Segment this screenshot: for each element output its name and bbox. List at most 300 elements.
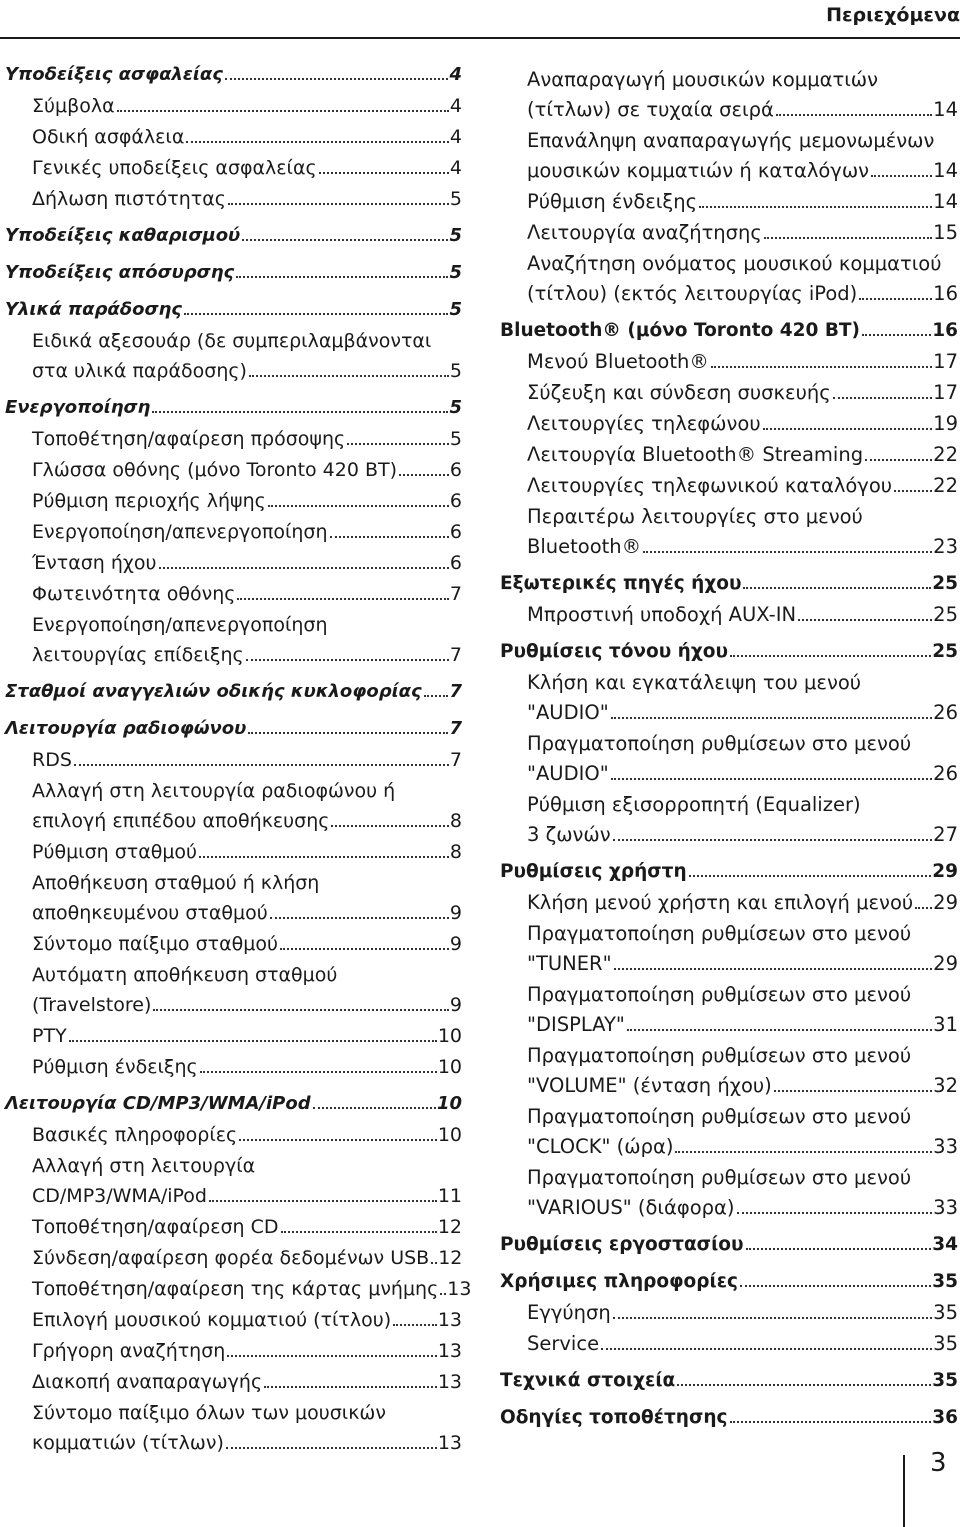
toc-dot-leader	[699, 206, 932, 208]
toc-entry-row	[527, 1300, 958, 1326]
toc-entry-title: Λειτουργίες τηλεφώνου	[527, 412, 761, 435]
toc-entry-title-line: Πραγματοποίηση ρυθμίσεων στο μενού	[527, 732, 912, 755]
toc-subsection-entry	[5, 457, 462, 483]
toc-entry-row	[500, 1269, 958, 1295]
toc-dot-leader	[69, 1040, 437, 1042]
toc-subsection-entry	[500, 411, 958, 437]
toc-page-number: 10	[437, 1124, 462, 1146]
toc-page-number: 26	[933, 762, 958, 785]
toc-entry-title: Λειτουργίες τηλεφωνικού καταλόγου	[527, 474, 893, 497]
toc-entry-row	[32, 1183, 462, 1209]
toc-subsection-entry	[5, 581, 462, 607]
toc-page-number: 5	[449, 360, 462, 382]
toc-section-entry	[500, 1368, 958, 1394]
toc-entry-row	[527, 411, 958, 437]
toc-entry-row	[32, 808, 462, 834]
toc-page-number: 4	[449, 157, 462, 179]
toc-page-number: 35	[932, 1271, 958, 1292]
toc-entry-title: "CLOCK" (ώρα)	[527, 1135, 674, 1158]
toc-subsection-entry	[5, 962, 462, 1018]
toc-entry-title: Επιλογή μουσικού κομματιού (τίτλου)	[32, 1309, 392, 1331]
toc-subsection-entry	[5, 328, 462, 384]
toc-section-entry	[500, 1232, 958, 1258]
toc-entry-row	[32, 358, 462, 384]
toc-page-number: 7	[449, 749, 462, 771]
toc-dot-leader	[865, 459, 932, 461]
toc-entry-row	[527, 1012, 958, 1038]
toc-entry-row	[32, 550, 462, 576]
toc-entry-row	[32, 457, 462, 483]
toc-dot-leader	[743, 587, 931, 589]
toc-dot-leader	[833, 397, 933, 399]
toc-dot-leader	[431, 1262, 437, 1264]
toc-dot-leader	[280, 948, 449, 950]
toc-page-number: 11	[437, 1185, 462, 1207]
toc-page-number: 13	[437, 1340, 462, 1362]
toc-entry-row	[32, 1214, 462, 1240]
toc-dot-leader	[740, 1285, 931, 1287]
toc-subsection-entry	[500, 670, 958, 726]
toc-entry-title: Ρυθμίσεις εργοστασίου	[500, 1234, 744, 1255]
toc-entry-title: λειτουργίας επίδειξης	[32, 644, 244, 666]
toc-dot-leader	[313, 1107, 436, 1109]
toc-subsection-entry	[500, 1043, 958, 1099]
toc-entry-title: Υποδείξεις καθαρισμού	[5, 225, 241, 246]
toc-section-entry	[500, 318, 958, 344]
toc-entry-title: Υλικά παράδοσης	[5, 299, 182, 320]
toc-entry-title: αποθηκευμένου σταθμού	[32, 902, 268, 924]
toc-page-number: 13	[437, 1371, 462, 1393]
toc-subsection-entry	[500, 128, 958, 184]
toc-page-number: 7	[449, 681, 462, 702]
toc-entry-title: "DISPLAY"	[527, 1013, 625, 1036]
toc-entry-row	[527, 473, 958, 499]
toc-page-number: 29	[932, 861, 958, 882]
toc-subsection-entry	[5, 426, 462, 452]
toc-entry-title: Δήλωση πιστότητας	[32, 188, 226, 210]
toc-entry-row	[32, 747, 462, 773]
toc-page-number: 34	[932, 1234, 958, 1255]
toc-entry-title: Φωτεινότητα οθόνης	[32, 583, 236, 605]
toc-entry-row	[32, 186, 462, 212]
toc-entry-title: Ρυθμίσεις χρήστη	[500, 861, 687, 882]
toc-entry-title: Λειτουργία αναζήτησης	[527, 221, 762, 244]
toc-entry-row	[32, 931, 462, 957]
toc-entry-title: μουσικών κομματιών ή καταλόγων	[527, 159, 870, 182]
toc-subsection-entry	[5, 550, 462, 576]
toc-section-entry	[500, 859, 958, 885]
toc-dot-leader	[424, 695, 449, 697]
toc-subsection-entry	[500, 67, 958, 123]
toc-page-number: 22	[933, 474, 958, 497]
toc-page-number: 4	[449, 126, 462, 148]
toc-dot-leader	[281, 1231, 437, 1233]
toc-dot-leader	[200, 1071, 437, 1073]
toc-subsection-entry	[5, 870, 462, 926]
toc-page-number: 6	[449, 490, 462, 512]
toc-entry-row	[32, 1338, 462, 1364]
toc-page-number: 13	[447, 1278, 472, 1300]
toc-entry-title: Εξωτερικές πηγές ήχου	[500, 573, 742, 594]
toc-dot-leader	[613, 839, 933, 841]
toc-right-column	[500, 62, 958, 1431]
toc-entry-row	[32, 155, 462, 181]
toc-dot-leader	[239, 1139, 437, 1141]
toc-page-number: 5	[449, 428, 462, 450]
toc-entry-title: Υποδείξεις ασφαλείας	[5, 64, 223, 85]
toc-subsection-entry	[5, 839, 462, 865]
toc-subsection-entry	[5, 1054, 462, 1080]
toc-entry-title: Υποδείξεις απόσυρσης	[5, 262, 235, 283]
footer-divider	[903, 1455, 905, 1527]
toc-entry-title: Σύζευξη και σύνδεση συσκευής	[527, 381, 831, 404]
toc-page-number: 19	[933, 412, 958, 435]
toc-page-number: 12	[438, 1247, 463, 1269]
toc-page-number: 25	[932, 641, 958, 662]
toc-subsection-entry	[500, 380, 958, 406]
toc-page-number: 36	[932, 1407, 958, 1428]
toc-entry-row	[527, 97, 958, 123]
toc-entry-title: Γλώσσα οθόνης (μόνο Toronto 420 BT)	[32, 459, 398, 481]
toc-entry-title-line: Πραγματοποίηση ρυθμίσεων στο μενού	[527, 1044, 912, 1067]
toc-page-number: 29	[933, 891, 958, 914]
toc-dot-leader	[153, 1009, 449, 1011]
toc-entry-title-line: Πραγματοποίηση ρυθμίσεων στο μενού	[527, 1105, 912, 1128]
toc-page-number: 27	[933, 823, 958, 846]
toc-dot-leader	[268, 505, 449, 507]
toc-entry-row	[32, 900, 462, 926]
toc-subsection-entry	[500, 1165, 958, 1221]
toc-subsection-entry	[500, 890, 958, 916]
toc-dot-leader	[730, 655, 931, 657]
toc-dot-leader	[440, 1293, 446, 1295]
toc-section-entry	[5, 62, 462, 88]
toc-dot-leader	[249, 375, 449, 377]
toc-entry-title: PTY	[32, 1025, 67, 1047]
toc-entry-row	[527, 761, 958, 787]
toc-left-column	[5, 62, 472, 1456]
toc-entry-title: Ενεργοποίηση	[5, 397, 151, 418]
toc-subsection-entry	[5, 1214, 462, 1240]
toc-dot-leader	[319, 172, 449, 174]
toc-page-number: 15	[933, 221, 958, 244]
toc-page-number: 7	[449, 583, 462, 605]
toc-dot-leader	[627, 1029, 932, 1031]
toc-entry-title: Σύμβολα	[32, 95, 115, 117]
toc-subsection-entry	[500, 504, 958, 560]
toc-section-entry	[500, 1269, 958, 1295]
toc-entry-title: Εγγύηση	[527, 1301, 611, 1324]
toc-section-entry	[5, 716, 462, 742]
toc-entry-title: Bluetooth®	[527, 535, 642, 558]
toc-entry-row	[527, 442, 958, 468]
toc-page-number: 6	[449, 459, 462, 481]
toc-dot-leader	[74, 764, 449, 766]
toc-page-number: 7	[449, 644, 462, 666]
toc-entry-row	[5, 395, 462, 421]
toc-page-number: 14	[933, 98, 958, 121]
toc-entry-title: Τοποθέτηση/αφαίρεση της κάρτας μνήμης	[32, 1278, 439, 1300]
toc-page-number: 10	[436, 1093, 462, 1114]
toc-subsection-entry	[500, 602, 958, 628]
toc-dot-leader	[763, 428, 933, 430]
toc-entry-title-line: Ενεργοποίηση/απενεργοποίηση	[32, 614, 328, 636]
toc-entry-row	[32, 1023, 462, 1049]
toc-entry-row	[500, 639, 958, 665]
toc-dot-leader	[152, 411, 448, 413]
toc-entry-row	[500, 318, 958, 344]
toc-entry-row	[5, 297, 462, 323]
toc-dot-leader	[871, 175, 932, 177]
toc-page-number: 7	[449, 718, 462, 739]
toc-subsection-entry	[5, 1307, 462, 1333]
toc-subsection-entry	[500, 220, 958, 246]
toc-dot-leader	[270, 917, 449, 919]
toc-entry-title-line: Αλλαγή στη λειτουργία ραδιοφώνου ή	[32, 780, 396, 802]
toc-entry-title: (τίτλων) σε τυχαία σειρά	[527, 98, 774, 121]
toc-page-number: 25	[932, 573, 958, 594]
toc-entry-row	[32, 1245, 462, 1271]
toc-dot-leader	[643, 551, 932, 553]
toc-dot-leader	[894, 490, 932, 492]
toc-page-number: 33	[933, 1135, 958, 1158]
toc-page-number: 10	[437, 1025, 462, 1047]
toc-entry-title: (τίτλου) (εκτός λειτουργίας iPod)	[527, 282, 858, 305]
toc-page-number: 35	[933, 1332, 958, 1355]
toc-entry-row	[32, 581, 462, 607]
toc-dot-leader	[347, 443, 449, 445]
toc-subsection-entry	[5, 1122, 462, 1148]
toc-entry-title: Ενεργοποίηση/απενεργοποίηση	[32, 521, 328, 543]
toc-dot-leader	[199, 856, 449, 858]
toc-entry-row	[527, 1073, 958, 1099]
toc-page-number: 5	[449, 262, 462, 283]
toc-section-entry	[5, 297, 462, 323]
toc-entry-row	[527, 1134, 958, 1160]
toc-dot-leader	[330, 536, 449, 538]
toc-dot-leader	[399, 474, 449, 476]
toc-entry-row	[527, 951, 958, 977]
toc-dot-leader	[711, 366, 932, 368]
toc-page-number: 8	[449, 841, 462, 863]
toc-dot-leader	[248, 732, 448, 734]
toc-section-entry	[5, 1091, 462, 1117]
toc-subsection-entry	[5, 747, 462, 773]
toc-dot-leader	[730, 1421, 932, 1423]
toc-page-number: 25	[933, 603, 958, 626]
toc-entry-title: Τοποθέτηση/αφαίρεση CD	[32, 1216, 279, 1238]
toc-entry-row	[32, 642, 462, 668]
toc-entry-title: Τοποθέτηση/αφαίρεση πρόσοψης	[32, 428, 346, 450]
toc-entry-title: Ρύθμιση ένδειξης	[32, 1056, 198, 1078]
toc-entry-title-line: Πραγματοποίηση ρυθμίσεων στο μενού	[527, 983, 912, 1006]
toc-dot-leader	[264, 1386, 437, 1388]
toc-dot-leader	[737, 1212, 933, 1214]
toc-page-number: 29	[933, 952, 958, 975]
toc-subsection-entry	[5, 1338, 462, 1364]
toc-subsection-entry	[500, 921, 958, 977]
toc-entry-row	[527, 349, 958, 375]
toc-entry-row	[527, 1195, 958, 1221]
toc-subsection-entry	[500, 1331, 958, 1357]
toc-dot-leader	[611, 778, 933, 780]
toc-entry-row	[527, 822, 958, 848]
toc-entry-row	[5, 1091, 462, 1117]
toc-entry-row	[527, 220, 958, 246]
toc-entry-title: Γρήγορη αναζήτηση	[32, 1340, 226, 1362]
toc-page-number: 5	[449, 188, 462, 210]
toc-subsection-entry	[5, 1369, 462, 1395]
toc-dot-leader	[331, 825, 448, 827]
toc-entry-row	[32, 992, 462, 1018]
toc-entry-row	[5, 716, 462, 742]
toc-subsection-entry	[5, 155, 462, 181]
toc-page-number: 9	[449, 902, 462, 924]
toc-entry-row	[32, 1369, 462, 1395]
toc-dot-leader	[611, 717, 933, 719]
toc-dot-leader	[601, 1348, 932, 1350]
toc-entry-title: Διακοπή αναπαραγωγής	[32, 1371, 263, 1393]
toc-dot-leader	[209, 1200, 437, 1202]
toc-subsection-entry	[5, 93, 462, 119]
toc-entry-row	[527, 602, 958, 628]
toc-page-number: 4	[449, 64, 462, 85]
toc-entry-row	[32, 519, 462, 545]
toc-dot-leader	[915, 907, 932, 909]
toc-section-entry	[500, 639, 958, 665]
toc-entry-title: Μπροστινή υποδοχή AUX-IN	[527, 603, 797, 626]
toc-dot-leader	[227, 1355, 437, 1357]
toc-subsection-entry	[5, 1400, 462, 1456]
toc-entry-row	[32, 124, 462, 150]
toc-dot-leader	[675, 1151, 932, 1153]
toc-subsection-entry	[5, 519, 462, 545]
toc-entry-title: κομματιών (τίτλων)	[32, 1432, 224, 1454]
toc-subsection-entry	[5, 186, 462, 212]
toc-page-number: 14	[933, 159, 958, 182]
toc-dot-leader	[776, 114, 932, 116]
toc-dot-leader	[225, 78, 449, 80]
page-header-title: Περιεχόμενα	[826, 4, 960, 26]
toc-dot-leader	[613, 1317, 932, 1319]
toc-dot-leader	[228, 203, 449, 205]
toc-page-number: 13	[437, 1309, 462, 1331]
toc-entry-row	[500, 859, 958, 885]
toc-entry-title: Ρύθμιση σταθμού	[32, 841, 198, 863]
toc-dot-leader	[226, 1447, 437, 1449]
toc-entry-title-line: Αναζήτηση ονόματος μουσικού κομματιού	[527, 252, 942, 275]
toc-page-number: 5	[449, 299, 462, 320]
toc-entry-row	[32, 93, 462, 119]
toc-entry-title: Ρύθμιση περιοχής λήψης	[32, 490, 266, 512]
toc-entry-title: επιλογή επιπέδου αποθήκευσης	[32, 810, 330, 832]
toc-section-entry	[5, 223, 462, 249]
toc-subsection-entry	[500, 349, 958, 375]
toc-dot-leader	[689, 875, 932, 877]
toc-entry-row	[500, 1405, 958, 1431]
toc-page-number: 35	[933, 1301, 958, 1324]
toc-dot-leader	[242, 239, 448, 241]
toc-entry-title: Ένταση ήχου	[32, 552, 157, 574]
toc-entry-title: "VARIOUS" (διάφορα)	[527, 1196, 735, 1219]
toc-entry-row	[32, 1054, 462, 1080]
toc-subsection-entry	[500, 982, 958, 1038]
toc-page-number: 33	[933, 1196, 958, 1219]
toc-subsection-entry	[5, 778, 462, 834]
toc-dot-leader	[677, 1384, 931, 1386]
header-divider	[0, 37, 960, 39]
toc-page-number: 17	[933, 381, 958, 404]
toc-entry-row	[527, 890, 958, 916]
toc-subsection-entry	[500, 731, 958, 787]
toc-entry-title: "AUDIO"	[527, 762, 609, 785]
toc-subsection-entry	[500, 251, 958, 307]
toc-subsection-entry	[5, 124, 462, 150]
toc-entry-title: Ρύθμιση ένδειξης	[527, 190, 698, 213]
toc-entry-title: Μενού Bluetooth®	[527, 350, 709, 373]
toc-subsection-entry	[5, 1153, 462, 1209]
toc-entry-title-line: Επανάληψη αναπαραγωγής μεμονωμένων	[527, 129, 935, 152]
toc-section-entry	[500, 1405, 958, 1431]
toc-dot-leader	[746, 1248, 932, 1250]
toc-subsection-entry	[5, 1023, 462, 1049]
toc-entry-title: Service	[527, 1332, 600, 1355]
toc-page-number: 13	[437, 1432, 462, 1454]
toc-entry-title: Γενικές υποδείξεις ασφαλείας	[32, 157, 317, 179]
toc-entry-title-line: Αυτόματη αποθήκευση σταθμού	[32, 964, 338, 986]
toc-entry-row	[32, 839, 462, 865]
toc-dot-leader	[393, 1324, 437, 1326]
toc-section-entry	[5, 395, 462, 421]
toc-subsection-entry	[5, 931, 462, 957]
toc-entry-title: Ρυθμίσεις τόνου ήχου	[500, 641, 728, 662]
toc-entry-title-line: Ρύθμιση εξισορροπητή (Equalizer)	[527, 793, 861, 816]
page-number: 3	[930, 1448, 947, 1478]
toc-dot-leader	[184, 313, 449, 315]
toc-entry-row	[500, 571, 958, 597]
toc-page-number: 31	[933, 1013, 958, 1036]
toc-page-number: 16	[933, 282, 958, 305]
toc-entry-title: Οδική ασφάλεια	[32, 126, 185, 148]
toc-dot-leader	[117, 110, 449, 112]
toc-entry-row	[500, 1368, 958, 1394]
toc-section-entry	[500, 571, 958, 597]
toc-dot-leader	[237, 598, 449, 600]
toc-dot-leader	[764, 237, 932, 239]
toc-page-number: 17	[933, 350, 958, 373]
toc-entry-row	[32, 426, 462, 452]
toc-subsection-entry	[5, 612, 462, 668]
toc-entry-title: Λειτουργία CD/MP3/WMA/iPod	[5, 1093, 311, 1114]
toc-entry-row	[32, 1307, 462, 1333]
toc-page-number: 32	[933, 1074, 958, 1097]
toc-entry-title: Χρήσιμες πληροφορίες	[500, 1271, 738, 1292]
toc-entry-row	[500, 1232, 958, 1258]
toc-page-number: 22	[933, 443, 958, 466]
toc-entry-row	[32, 1430, 462, 1456]
toc-dot-leader	[862, 334, 931, 336]
toc-entry-row	[527, 380, 958, 406]
toc-subsection-entry	[5, 1245, 462, 1271]
toc-dot-leader	[859, 298, 932, 300]
toc-entry-title: στα υλικά παράδοσης)	[32, 360, 247, 382]
toc-page-number: 6	[449, 552, 462, 574]
toc-page-number: 6	[449, 521, 462, 543]
toc-entry-title: "AUDIO"	[527, 701, 609, 724]
toc-entry-row	[5, 223, 462, 249]
toc-subsection-entry	[5, 1276, 472, 1302]
toc-entry-title: Κλήση μενού χρήστη και επιλογή μενού	[527, 891, 914, 914]
